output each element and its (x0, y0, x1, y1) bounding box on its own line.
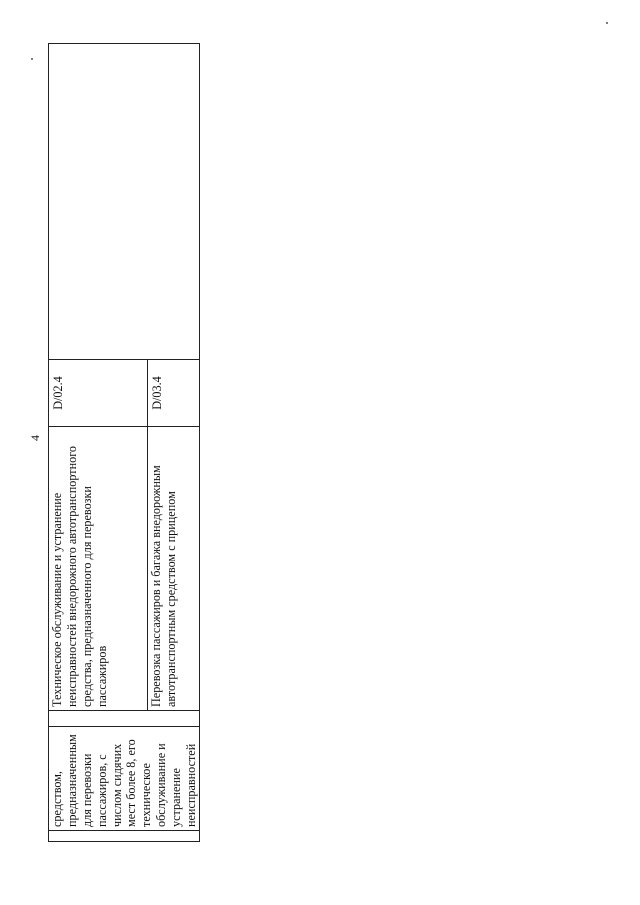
function-cell: Техническое обслуживание и устранение неисправностей внедорожного автотранспортного средства, предназначенного для перевозки пассажиров (49, 427, 148, 711)
table-row (49, 44, 148, 842)
empty-cell (49, 711, 200, 727)
code-cell: D/02.4 (49, 360, 148, 427)
empty-cell (49, 44, 200, 360)
qualification-cell: средством, предназначенным для перевозки пассажиров, с числом сидячих мест более 8, его техническое обслуживание и устранение неисправностей (49, 727, 200, 831)
qualification-table (48, 43, 200, 842)
scan-speck (31, 58, 33, 60)
scan-speck (606, 22, 608, 24)
rotated-table-wrapper (48, 44, 198, 842)
page-number: 4 (28, 435, 42, 441)
empty-cell (49, 831, 200, 842)
code-cell: D/03.4 (148, 360, 199, 427)
function-cell: Перевозка пассажиров и багажа внедорожным автотранспортным средством с прицепом (148, 427, 199, 711)
